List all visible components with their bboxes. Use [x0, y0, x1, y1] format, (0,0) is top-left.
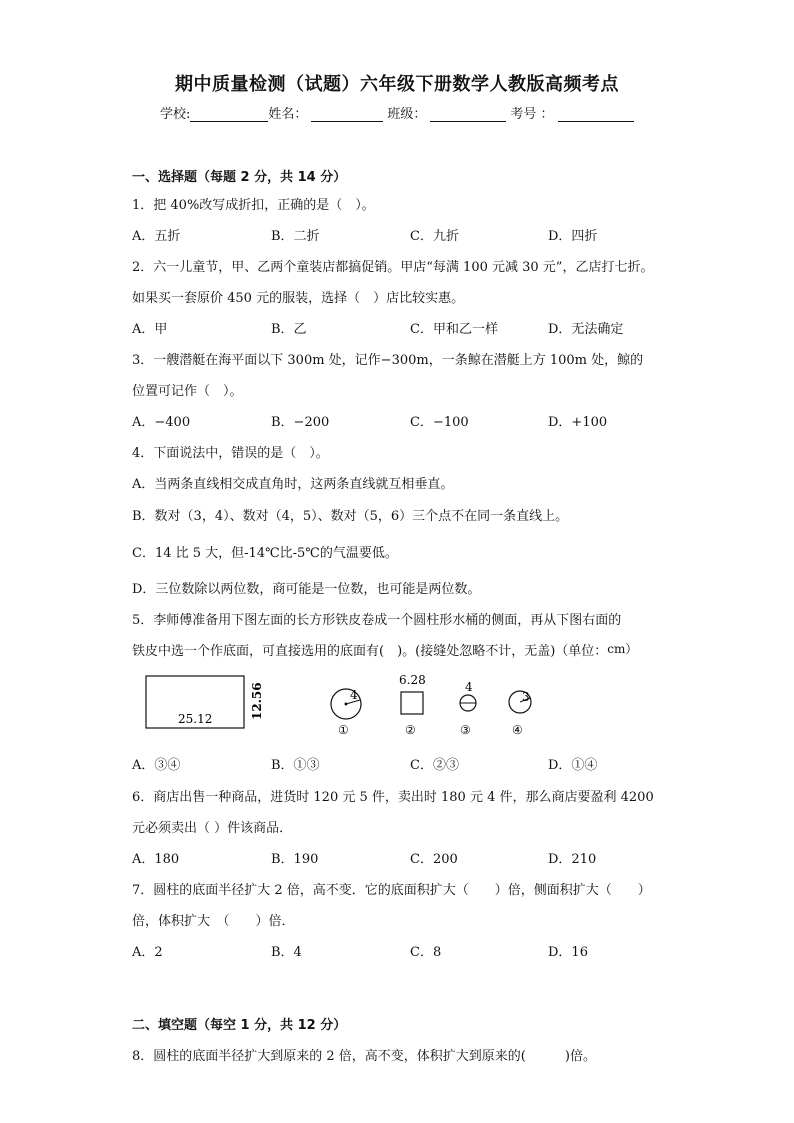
- question-2-line1: 2．六一儿童节，甲、乙两个童装店都搞促销。甲店“每满 100 元减 30 元”，乙店打七折。: [132, 260, 654, 275]
- rect-height-label: 12.56: [250, 682, 264, 720]
- name-blank[interactable]: [311, 107, 383, 122]
- question-5-line1: 5．李师傅准备用下图左面的长方形铁皮卷成一个圆柱形水桶的侧面，再从下图右面的: [132, 613, 622, 628]
- q5-option-c[interactable]: C．②③: [410, 758, 459, 773]
- square-shape: [401, 692, 423, 714]
- question-5-unit: cm）: [607, 642, 638, 656]
- q7-option-d[interactable]: D．16: [548, 945, 588, 960]
- q2-option-d[interactable]: D．无法确定: [548, 322, 624, 337]
- q7-option-a[interactable]: A．2: [132, 945, 163, 960]
- question-4: 4．下面说法中，错误的是（ ）。: [132, 446, 329, 461]
- figure-number-1: ①: [338, 723, 349, 737]
- section-heading-choice: 一、选择题（每题 2 分，共 14 分）: [132, 170, 347, 185]
- question-2-line2: 如果买一套原价 450 元的服装，选择（ ）店比较实惠。: [132, 291, 465, 306]
- q5-option-d[interactable]: D．①④: [548, 758, 598, 773]
- circle-1-center: [345, 703, 348, 706]
- school-label: 学校:: [160, 107, 191, 122]
- question-5-line2: [132, 640, 637, 659]
- circle-3-label: 4: [465, 680, 473, 694]
- page-title: 期中质量检测（试题）六年级下册数学人教版高频考点: [175, 74, 619, 95]
- q4-option-c[interactable]: C．14 比 5 大，但-14℃比-5℃的气温要低。: [132, 546, 398, 561]
- figure-number-2: ②: [405, 723, 416, 737]
- q5-option-a[interactable]: A．③④: [132, 758, 181, 773]
- question-3-line1: 3．一艘潜艇在海平面以下 300m 处，记作−300m，一条鲸在潜艇上方 100m 处，鲸的: [132, 353, 644, 368]
- student-info-row: [160, 103, 634, 122]
- question-7-line1: 7．圆柱的底面半径扩大 2 倍，高不变．它的底面积扩大（ ）倍，侧面积扩大（ ）: [132, 883, 651, 898]
- question-8: 8．圆柱的底面半径扩大到原来的 2 倍，高不变，体积扩大到原来的( )倍。: [132, 1049, 596, 1064]
- q2-option-c[interactable]: C．甲和乙一样: [410, 322, 498, 337]
- q6-option-c[interactable]: C．200: [410, 852, 458, 867]
- q3-option-a[interactable]: A．−400: [132, 415, 191, 430]
- question-5-figure: [140, 670, 560, 740]
- square-label: 6.28: [399, 673, 426, 687]
- section-heading-fill: 二、填空题（每空 1 分，共 12 分）: [132, 1018, 347, 1033]
- q3-option-c[interactable]: C．−100: [410, 415, 469, 430]
- circle-4-label: 3: [522, 690, 530, 704]
- q6-option-a[interactable]: A．180: [132, 852, 180, 867]
- q2-option-b[interactable]: B．乙: [271, 322, 307, 337]
- question-7-line2: 倍，体积扩大 （ ）倍．: [132, 914, 295, 929]
- rect-width-label: 25.12: [178, 712, 213, 726]
- circle-1-label: 4: [350, 688, 358, 702]
- class-blank[interactable]: [430, 107, 506, 122]
- q7-option-c[interactable]: C．8: [410, 945, 442, 960]
- q4-option-d[interactable]: D．三位数除以两位数，商可能是一位数，也可能是两位数。: [132, 582, 481, 597]
- question-1: 1．把 40%改写成折扣，正确的是（ ）。: [132, 198, 375, 213]
- q2-option-a[interactable]: A．甲: [132, 322, 168, 337]
- q1-option-d[interactable]: D．四折: [548, 229, 598, 244]
- q1-option-a[interactable]: A．五折: [132, 229, 181, 244]
- figure-number-3: ③: [460, 723, 471, 737]
- name-label: 姓名：: [268, 107, 308, 122]
- q3-option-d[interactable]: D．+100: [548, 415, 608, 430]
- question-6-line1: 6．商店出售一种商品，进货时 120 元 5 件，卖出时 180 元 4 件，那么商店要盈利 4200: [132, 790, 654, 805]
- q4-option-a[interactable]: A．当两条直线相交成直角时，这两条直线就互相垂直。: [132, 477, 454, 492]
- class-label: 班级：: [387, 107, 427, 122]
- number-blank[interactable]: [558, 107, 634, 122]
- q4-option-b[interactable]: B．数对（3，4）、数对（4，5）、数对（5，6）三个点不在同一条直线上。: [132, 509, 569, 524]
- question-3-line2: 位置可记作（ ）。: [132, 384, 243, 399]
- question-6-line2: 元必须卖出（ ）件该商品．: [132, 821, 293, 836]
- q1-option-b[interactable]: B．二折: [271, 229, 320, 244]
- q5-option-b[interactable]: B．①③: [271, 758, 320, 773]
- figure-svg: [140, 670, 560, 740]
- figure-number-4: ④: [512, 723, 523, 737]
- q7-option-b[interactable]: B．4: [271, 945, 302, 960]
- q6-option-b[interactable]: B．190: [271, 852, 319, 867]
- school-blank[interactable]: [190, 107, 268, 122]
- number-label: 考号 ：: [510, 107, 554, 122]
- q3-option-b[interactable]: B．−200: [271, 415, 330, 430]
- question-5-line2-text: 铁皮中选一个作底面，可直接选用的底面有( )。(接缝处忽略不计，无盖)（单位：: [132, 644, 608, 659]
- q6-option-d[interactable]: D．210: [548, 852, 597, 867]
- q1-option-c[interactable]: C．九折: [410, 229, 459, 244]
